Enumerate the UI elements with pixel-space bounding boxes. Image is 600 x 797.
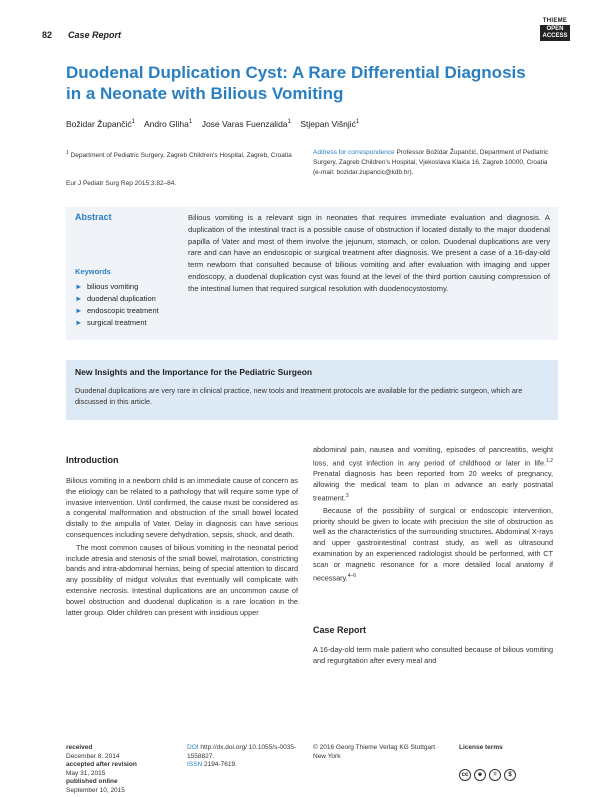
- issn-value: 2194-7619.: [203, 761, 237, 769]
- license-icons[interactable]: [459, 769, 516, 781]
- correspondence: [313, 148, 553, 178]
- keyword-item: [75, 317, 159, 329]
- keyword-text: bilious vomiting: [87, 282, 139, 291]
- author: Stjepan Višnjić: [300, 119, 356, 129]
- affiliation-sup: 1: [66, 150, 69, 156]
- paragraph: [313, 506, 553, 584]
- attribution-icon: ☻: [474, 769, 486, 781]
- non-commercial-icon: $: [504, 769, 516, 781]
- author: Jose Varas Fuenzalida: [201, 119, 288, 129]
- arrow-bullet-icon: ►: [75, 306, 83, 315]
- insights-heading: New Insights and the Importance for the Pediatric Surgeon: [75, 367, 313, 377]
- logo-line-1: THIEME: [542, 18, 568, 24]
- abstract-text: Bilious vomiting is a relevant sign in neonates that requires immediate evaluation and diagnosis. A duplication of the intestinal tract is a possible cause of obstruction if located distally to the major duodenal papilla of Vater and most of them involve the jejunum, stomach, or colon. Duodenal duplications are very rare and can have an endoscopic or surgical treatment after diagnosis. We present a case of a 16-day-old term newborn that consulted because of bilious vomiting and after evaluation with imaging and upper endoscopy, a duodenal duplication cyst was found at the level of the third portion causing compression of the intestinal lumen that required surgical resolution with duodenocystostomy.: [188, 213, 550, 293]
- introduction-body: [66, 476, 298, 618]
- cc-icon: cc: [459, 769, 471, 781]
- abstract-heading: Abstract: [75, 212, 112, 222]
- thieme-open-access-logo: [540, 18, 570, 41]
- affiliation-text: Department of Pediatric Surgery, Zagreb Children's Hospital, Zagreb, Croatia: [70, 152, 292, 160]
- author: Božidar Župančić: [66, 119, 132, 129]
- text-run: Because of the possibility of surgical or endoscopic intervention, priority should be given to locate with precision the site of obstruction as well as the characteristics of the surrounding structures. Abdominal X-rays and upper gastrointestinal contrast study, as well as ultrasound examination by an experienced radiologist should be performed, with CT scan or magnetic resonance for a more detailed local anatomy if necessary.: [313, 505, 553, 583]
- author-sup: 1: [355, 119, 360, 126]
- citation-sup: 4–6: [347, 572, 357, 579]
- author-sup: 1: [287, 119, 291, 126]
- accepted-date: May 31, 2015: [66, 769, 106, 777]
- dates-block: [66, 744, 176, 796]
- paragraph: The most common causes of bilious vomiting in the neonatal period include atresia and stenosis of the small bowel, malrotation, constricting bands and intra-abdominal hernias, being of special attention to discard any possibility of midgut volvulus that eventually will complicate with extensive necrosis. Intestinal duplications are an uncommon cause of bowel obstruction and duodenal duplication is a rare location in the latter group. Older children can present with insidious upper: [66, 542, 298, 617]
- keyword-list: [75, 281, 159, 329]
- arrow-bullet-icon: ►: [75, 318, 83, 327]
- insights-text: Duodenal duplications are very rare in clinical practice, new tools and treatment protocols are available for the pediatric surgeon, which are discussed in this article.: [75, 386, 523, 406]
- text-run: Prenatal diagnosis has been reported from 20 weeks of pregnancy, allowing the medical team to plan in advance an early postnatal treatment.: [313, 469, 553, 503]
- author-sup: 1: [188, 119, 193, 126]
- author-sup: 1: [131, 119, 136, 126]
- paragraph: Bilious vomiting in a newborn child is an immediate cause of concern as the etiology can be related to a pathology that will require some type of invasive intervention. Until confirmed, the cause must be considered as a congenital malformation and obstruction of the small bowel located distally to the ampulla of Vater. Delay in diagnosis can have serious consequences including severe dehydration, sepsis, shock, and death.: [66, 476, 298, 539]
- author-list: [66, 119, 359, 129]
- doi-label: DOI: [187, 744, 199, 751]
- doi-block: [187, 744, 297, 770]
- keyword-text: endoscopic treatment: [87, 306, 159, 315]
- paragraph: [313, 445, 553, 504]
- keyword-item: [75, 281, 159, 293]
- received-date: December 8, 2014: [66, 752, 120, 760]
- received-label: received: [66, 744, 93, 751]
- doi-link[interactable]: http://dx.doi.org/ 10.1055/s-0035-1558827.: [187, 744, 297, 760]
- no-derivatives-icon: =: [489, 769, 501, 781]
- citation-sup: 3: [345, 492, 349, 499]
- published-label: published online: [66, 778, 118, 786]
- text-run: abdominal pain, nausea and vomiting, episodes of pancreatitis, weight loss, and cyst infection in any period of childhood or later in life.: [313, 445, 553, 468]
- case-report-body: A 16-day-old term male patient who consulted because of bilious vomiting and regurgitation after every meal and: [313, 645, 553, 665]
- keyword-text: duodenal duplication: [87, 294, 156, 303]
- citation-sup: 1,2: [546, 457, 553, 464]
- arrow-bullet-icon: ►: [75, 282, 83, 291]
- page-number: 82: [42, 30, 53, 40]
- keyword-text: surgical treatment: [87, 318, 147, 327]
- right-column-body: [313, 445, 553, 584]
- keyword-item: [75, 293, 159, 305]
- issn-label: ISSN: [187, 761, 203, 769]
- keywords-heading: Keywords: [75, 267, 111, 276]
- accepted-label: accepted after revision: [66, 761, 137, 769]
- logo-open-access: [540, 25, 570, 41]
- published-date: September 10, 2015: [66, 786, 125, 794]
- section-label: Case Report: [68, 30, 122, 40]
- correspondence-text: Professor Božidar Župančić, Department of Pediatric Surgery, Zagreb Children's Hospital, Vjekoslava Klaića 16, Zagreb 10000, Croatia (e-mail: bozidar.zupancic@kdb.hr).: [313, 149, 549, 176]
- license-label: License terms: [459, 744, 503, 751]
- introduction-heading: Introduction: [66, 455, 119, 465]
- citation: Eur J Pediatr Surg Rep 2015;3:82–84.: [66, 180, 177, 187]
- author: Andro Gliha: [144, 119, 189, 129]
- logo-line-3: ACCESS: [542, 33, 568, 39]
- correspondence-label: Address for correspondence: [313, 149, 395, 156]
- copyright: © 2016 Georg Thieme Verlag KG Stuttgart · New York: [313, 744, 440, 760]
- logo-line-2: OPEN: [546, 26, 564, 32]
- arrow-bullet-icon: ►: [75, 294, 83, 303]
- keyword-item: [75, 305, 159, 317]
- affiliation: [66, 148, 296, 161]
- case-report-heading: Case Report: [313, 625, 367, 635]
- article-title: Duodenal Duplication Cyst: A Rare Differential Diagnosis in a Neonate with Bilious Vomiting: [66, 63, 526, 103]
